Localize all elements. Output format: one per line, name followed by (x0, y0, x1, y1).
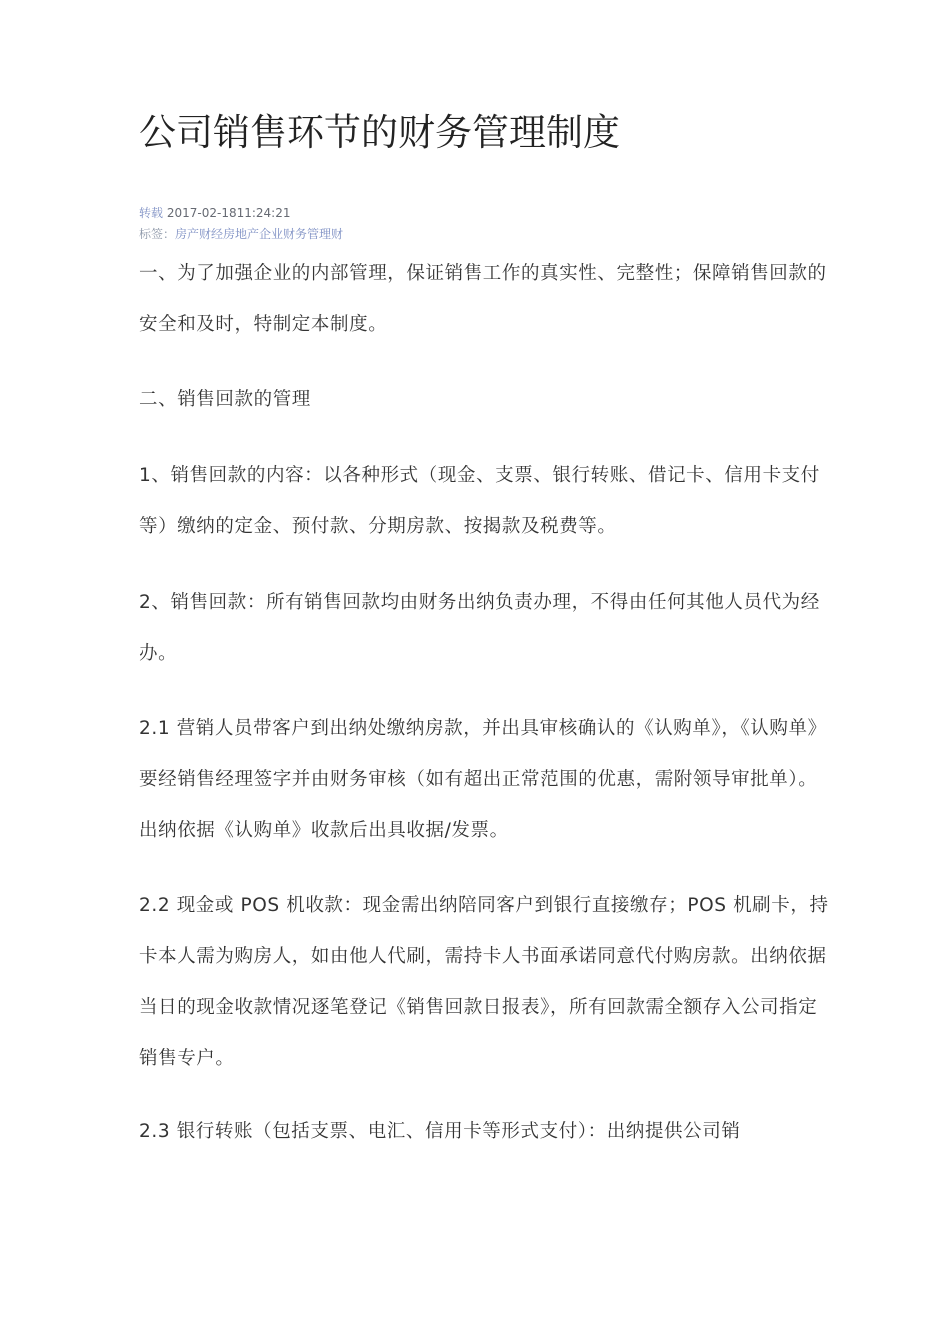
paragraph-purpose: 一、为了加强企业的内部管理，保证销售工作的真实性、完整性；保障销售回款的安全和及时，特制定本制度。 (139, 263, 827, 335)
post-tags (139, 225, 343, 243)
post-meta (139, 204, 290, 222)
repost-link[interactable]: 转载 (139, 206, 164, 220)
paragraph-2: 2、销售回款：所有销售回款均由财务出纳负责办理，不得由任何其他人员代为经办。 (139, 592, 820, 664)
tag-links[interactable]: 房产财经房地产企业财务管理财 (175, 227, 344, 241)
paragraph-2-2: 2.2 现金或 POS 机收款：现金需出纳陪同客户到银行直接缴存；POS 机刷卡，持卡本人需为购房人，如由他人代刷，需持卡人书面承诺同意代付购房款。出纳依据当日的现金收款情况逐笔登记《销售回款日报表》，所有回款需全额存入公司指定销售专户。 (139, 895, 829, 1069)
document-title: 公司销售环节的财务管理制度 (139, 111, 620, 154)
paragraph-2-3: 2.3 银行转账（包括支票、电汇、信用卡等形式支付）：出纳提供公司销 (139, 1121, 741, 1142)
post-date: 2017-02-1811:24:21 (166, 206, 291, 220)
tag-label: 标签： (139, 227, 176, 241)
paragraph-1: 1、销售回款的内容：以各种形式（现金、支票、银行转账、借记卡、信用卡支付等）缴纳的定金、预付款、分期房款、按揭款及税费等。 (139, 465, 820, 537)
paragraph-2-1: 2.1 营销人员带客户到出纳处缴纳房款，并出具审核确认的《认购单》，《认购单》要经销售经理签字并由财务审核（如有超出正常范围的优惠，需附领导审批单）。出纳依据《认购单》收款后出具收据/发票。 (139, 718, 827, 841)
paragraph-section-heading: 二、销售回款的管理 (139, 389, 311, 410)
